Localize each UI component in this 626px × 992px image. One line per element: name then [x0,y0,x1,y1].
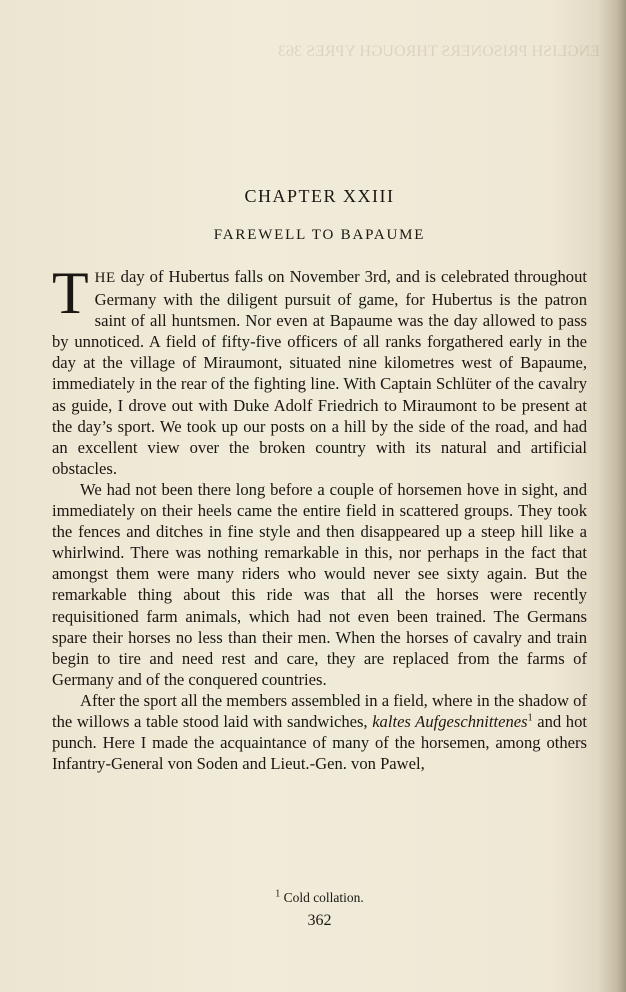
bleed-running-head: ENGLISH PRISONERS THROUGH YPRES 363 [278,43,600,60]
chapter-title: FAREWELL TO BAPAUME [213,227,426,243]
footnote-reference: 1 [527,712,533,724]
paragraph-3-text-b: and hot punch. Here I made the acquaintance of many of the horsemen, among others Infantry-General von Soden and Lieut.-Gen. von Pawel, [52,711,587,774]
italic-term: kaltes Aufgeschnittenes [372,711,528,731]
paragraph-3 [52,690,587,774]
footnote-text: Cold collation. [280,890,364,905]
opening-small-caps: HE [94,270,116,286]
footnote [52,890,587,906]
drop-cap: T [52,260,89,326]
paragraph-3-text-a: After the sport all the members assembled in a field, where in the shadow of the willows a table stood laid with sandwiches, [52,690,587,731]
chapter-heading: CHAPTER XXIII [244,186,395,206]
paragraph-2: We had not been there long before a couple of horsemen hove in sight, and immediately on their heels came the entire field in scattered groups. They took the fences and ditches in fine style and then disappeared up a steep hill like a whirlwind. There was nothing remarkable in this, nor perhaps in the fact that amongst them were many riders who would never see sixty again. But the remarkable thing about this ride was that all the horses were recently requisitioned farm animals, which had not even been trained. The Germans spare their horses no less than their men. When the horses of cavalry and train begin to tire and need rest and care, they are replaced from the farms of Germany and of the conquered countries. [52,479,587,689]
paragraph-1-text: day of Hubertus falls on November 3rd, and is celebrated throughout Germany with the diligent pursuit of game, for Hubertus is the patron saint of all huntsmen. Nor even at Bapaume was the day allowed to pass by unnoticed. A field of fifty-five officers of all ranks forgathered early in the day at the village of Miraumont, situated nine kilometres west of Bapaume, immediately in the rear of the fighting line. With Captain Schlüter of the cavalry as guide, I drove out with Duke Adolf Friedrich to Miraumont to be present at the day’s sport. We took up our posts on a hill by the side of the road, and had an excellent view over the broken country with its natural and artificial obstacles. [52,267,587,478]
body-text [52,260,587,774]
show-through-text [60,20,600,62]
page-number: 362 [307,912,332,929]
paragraph-1 [52,260,587,479]
footnote-mark: 1 [275,888,281,900]
page-gutter-shadow [598,0,626,992]
